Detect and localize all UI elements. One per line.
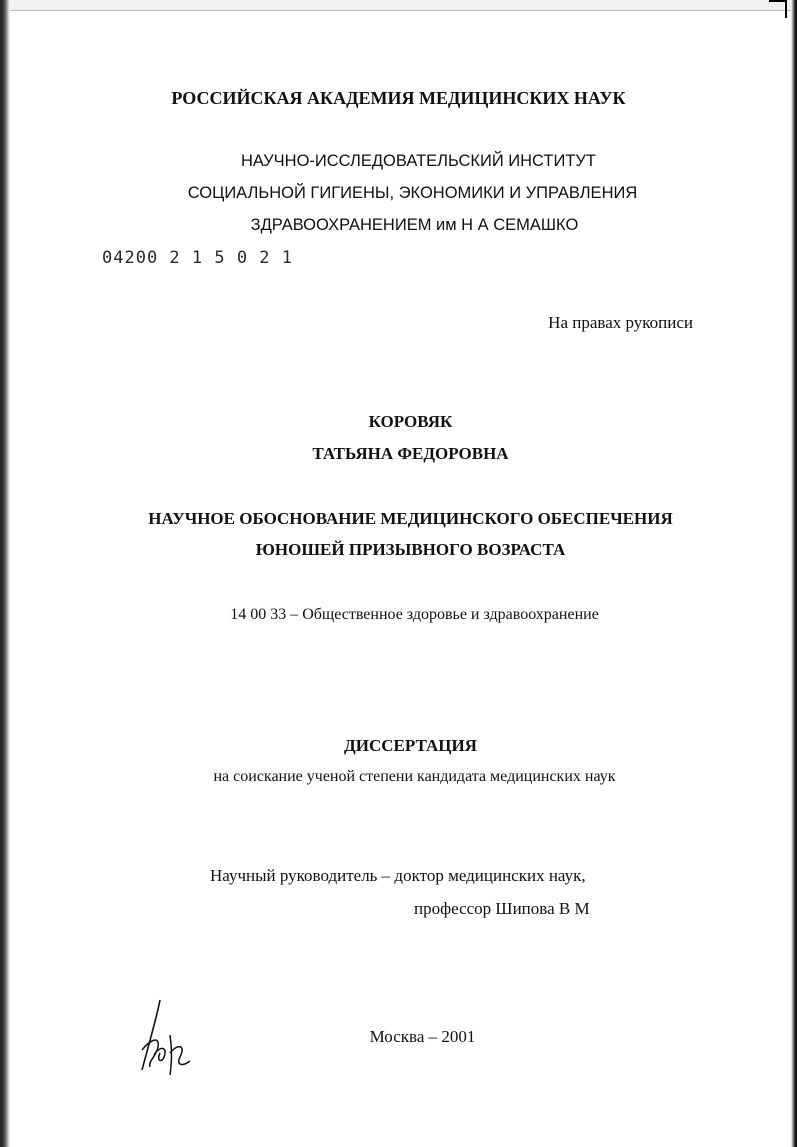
academy-name: РОССИЙСКАЯ АКАДЕМИЯ МЕДИЦИНСКИХ НАУК (171, 88, 626, 108)
institute-line-1: НАУЧНО-ИССЛЕДОВАТЕЛЬСКИЙ ИНСТИТУТ (240, 152, 596, 170)
dissertation-title-line-2: ЮНОШЕЙ ПРИЗЫВНОГО ВОЗРАСТА (255, 540, 566, 559)
city-year: Москва – 2001 (369, 1027, 476, 1046)
institute-line-2: СОЦИАЛЬНОЙ ГИГИЕНЫ, ЭКОНОМИКИ И УПРАВЛЕНИЯ (187, 184, 638, 202)
degree-purpose: на соискание ученой степени кандидата медицинских наук (213, 768, 616, 785)
document-type: ДИССЕРТАЦИЯ (344, 736, 477, 755)
library-stamp-number: 04200 2 1 5 0 2 1 (102, 248, 293, 268)
supervisor-line-2: профессор Шипова В М (414, 899, 590, 918)
scan-corner-mark (769, 0, 787, 18)
author-first-names: ТАТЬЯНА ФЕДОРОВНА (312, 444, 509, 463)
specialty-code: 14 00 33 – Общественное здоровье и здравоохранение (230, 606, 599, 623)
scan-edge-right (791, 0, 797, 1147)
scan-edge-top (0, 0, 797, 11)
rights-note: На правах рукописи (548, 313, 693, 332)
author-surname: КОРОВЯК (368, 412, 453, 431)
institute-line-3: ЗДРАВООХРАНЕНИЕМ им Н А СЕМАШКО (250, 216, 579, 234)
scan-edge-left (0, 0, 10, 1147)
dissertation-title-line-1: НАУЧНОЕ ОБОСНОВАНИЕ МЕДИЦИНСКОГО ОБЕСПЕЧЕНИЯ (148, 509, 673, 528)
supervisor-line-1: Научный руководитель – доктор медицинских наук, (210, 866, 586, 885)
